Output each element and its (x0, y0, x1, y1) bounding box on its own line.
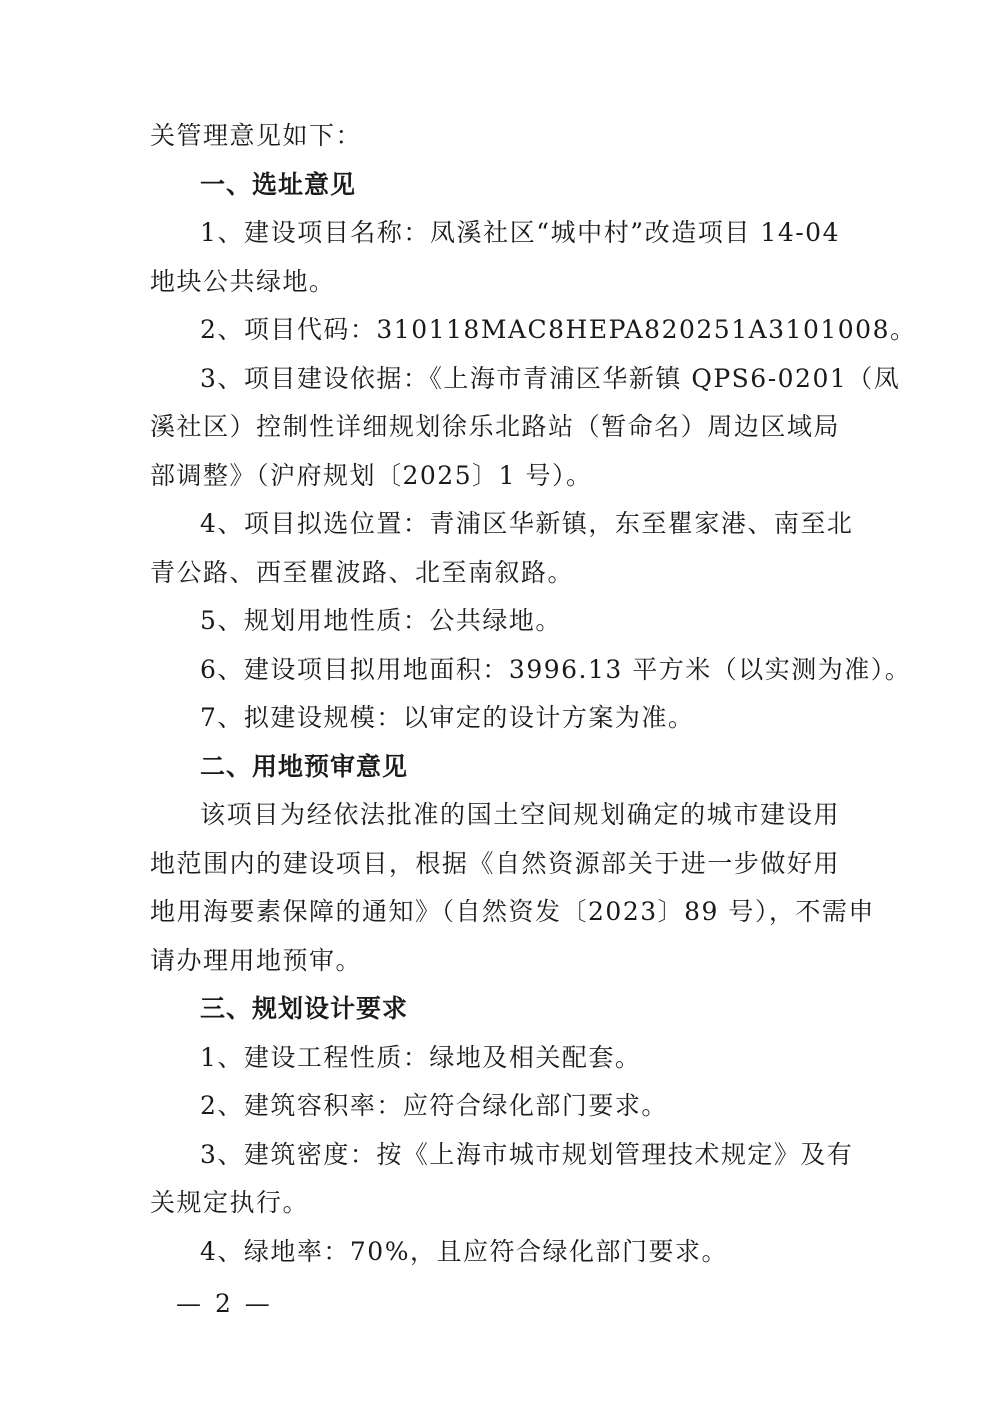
paragraph-line: 青公路、西至瞿波路、北至南叙路。 (150, 557, 575, 587)
paragraph-line: 2、建筑容积率：应符合绿化部门要求。 (200, 1091, 668, 1120)
paragraph-line: 3、建筑密度：按《上海市城市规划管理技术规定》及有 (200, 1139, 854, 1169)
paragraph-line: 地范围内的建设项目，根据《自然资源部关于进一步做好用 (150, 848, 840, 878)
paragraph-line: 溪社区）控制性详细规划徐乐北路站（暂命名）周边区域局 (150, 412, 840, 441)
paragraph-line: 1、建设工程性质：绿地及相关配套。 (200, 1042, 642, 1072)
paragraph-line: 关规定执行。 (150, 1188, 310, 1217)
paragraph-line: 该项目为经依法批准的国土空间规划确定的城市建设用 (200, 800, 840, 829)
continuation-line: 关管理意见如下： (150, 121, 363, 150)
paragraph-line: 地块公共绿地。 (150, 266, 336, 296)
paragraph-line: 4、项目拟选位置：青浦区华新镇，东至瞿家港、南至北 (200, 509, 854, 538)
section-heading-land-preexamination: 二、用地预审意见 (200, 751, 409, 781)
section-heading-site-selection: 一、选址意见 (200, 169, 357, 199)
section-heading-planning-design: 三、规划设计要求 (200, 994, 409, 1023)
paragraph-line: 请办理用地预审。 (150, 945, 363, 975)
paragraph-line: 2、项目代码：310118MAC8HEPA820251A3101008。 (200, 315, 917, 344)
document-body (150, 112, 917, 1276)
paragraph-line: 部调整》（沪府规划〔2025〕1 号）。 (150, 460, 593, 490)
paragraph-line: 3、项目建设依据：《上海市青浦区华新镇 QPS6-0201（凤 (200, 363, 901, 393)
paragraph-line: 6、建设项目拟用地面积：3996.13 平方米（以实测为准）。 (200, 654, 912, 684)
paragraph-line: 7、拟建设规模：以审定的设计方案为准。 (200, 703, 695, 732)
paragraph-line: 1、建设项目名称：凤溪社区“城中村”改造项目 14-04 (200, 218, 840, 247)
paragraph-line: 4、绿地率：70%，且应符合绿化部门要求。 (200, 1236, 728, 1266)
paragraph-line: 地用海要素保障的通知》（自然资发〔2023〕89 号），不需申 (150, 897, 875, 926)
paragraph-line: 5、规划用地性质：公共绿地。 (200, 606, 562, 635)
page-number: — 2 — (176, 1289, 273, 1318)
